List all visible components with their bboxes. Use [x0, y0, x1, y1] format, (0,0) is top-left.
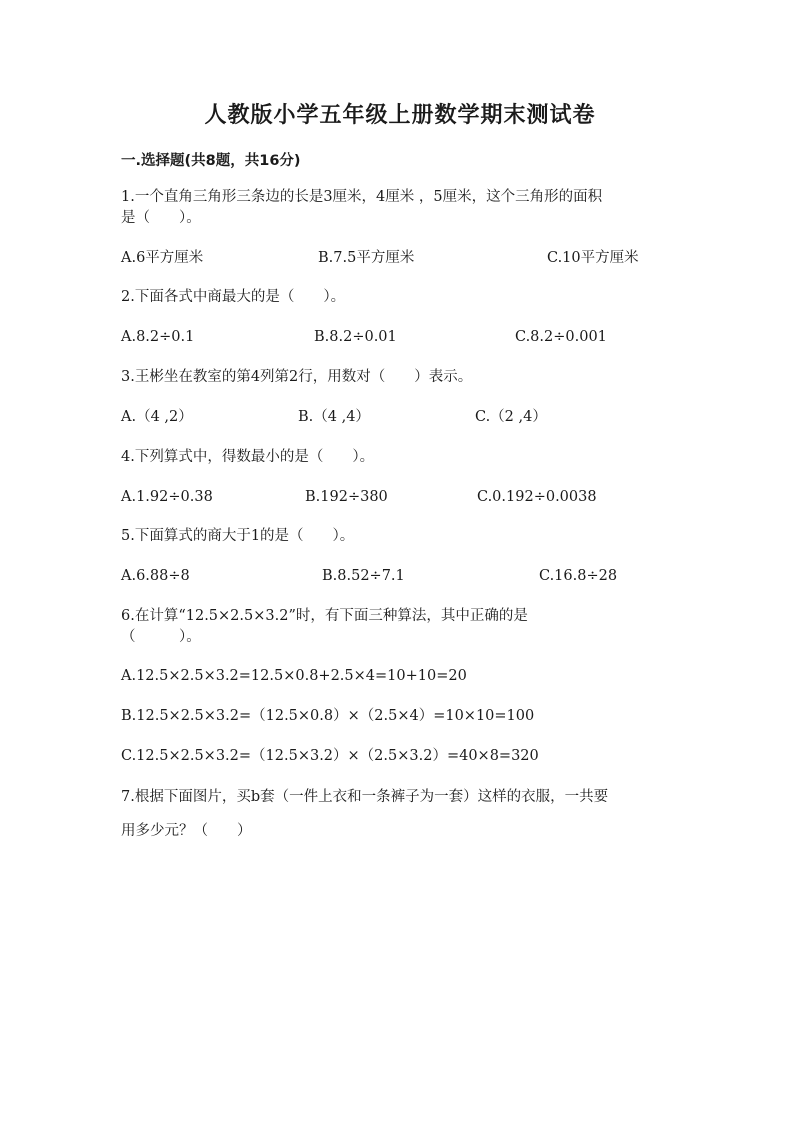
question-1-option-a: A.6平方厘米 — [121, 250, 204, 266]
question-1-text: 1.一个直角三角形三条边的长是3厘米，4厘米 ，5厘米，这个三角形的面积 — [121, 189, 603, 205]
question-2-text: 2.下面各式中商最大的是（ ）。 — [121, 289, 346, 305]
question-1-text-cont: 是（ ）。 — [121, 210, 201, 226]
question-3-option-a: A.（4 ,2） — [121, 409, 193, 425]
question-3-option-c: C.（2 ,4） — [475, 409, 547, 425]
question-5-option-c: C.16.8÷28 — [539, 568, 618, 584]
question-1-option-c: C.10平方厘米 — [547, 250, 639, 266]
section-heading: 一.选择题(共8题，共16分) — [121, 153, 301, 169]
question-4-text: 4.下列算式中，得数最小的是（ ）。 — [121, 449, 375, 465]
question-1-option-b: B.7.5平方厘米 — [318, 250, 415, 266]
question-6-option-b: B.12.5×2.5×3.2=（12.5×0.8）×（2.5×4）=10×10=100 — [121, 708, 535, 724]
question-4-option-b: B.192÷380 — [305, 489, 388, 505]
question-5-text: 5.下面算式的商大于1的是（ ）。 — [121, 528, 355, 544]
question-7-text-cont: 用多少元？（ ） — [121, 823, 252, 839]
question-6-text-cont: （ ）。 — [121, 629, 201, 645]
question-2-option-a: A.8.2÷0.1 — [121, 329, 195, 345]
page-title: 人教版小学五年级上册数学期末测试卷 — [204, 102, 596, 128]
question-3-option-b: B.（4 ,4） — [298, 409, 370, 425]
question-7-text: 7.根据下面图片，买b套（一件上衣和一条裤子为一套）这样的衣服，一共要 — [121, 789, 609, 805]
question-6-option-c: C.12.5×2.5×3.2=（12.5×3.2）×（2.5×3.2）=40×8=320 — [121, 748, 539, 764]
question-2-option-b: B.8.2÷0.01 — [314, 329, 397, 345]
question-6-option-a: A.12.5×2.5×3.2=12.5×0.8+2.5×4=10+10=20 — [121, 668, 467, 684]
question-3-text: 3.王彬坐在教室的第4列第2行，用数对（ ）表示。 — [121, 369, 473, 385]
question-4-option-c: C.0.192÷0.0038 — [477, 489, 597, 505]
question-6-text: 6.在计算“12.5×2.5×3.2”时，有下面三种算法，其中正确的是 — [121, 608, 528, 624]
question-2-option-c: C.8.2÷0.001 — [515, 329, 607, 345]
question-5-option-b: B.8.52÷7.1 — [322, 568, 405, 584]
question-4-option-a: A.1.92÷0.38 — [121, 489, 213, 505]
question-5-option-a: A.6.88÷8 — [121, 568, 190, 584]
